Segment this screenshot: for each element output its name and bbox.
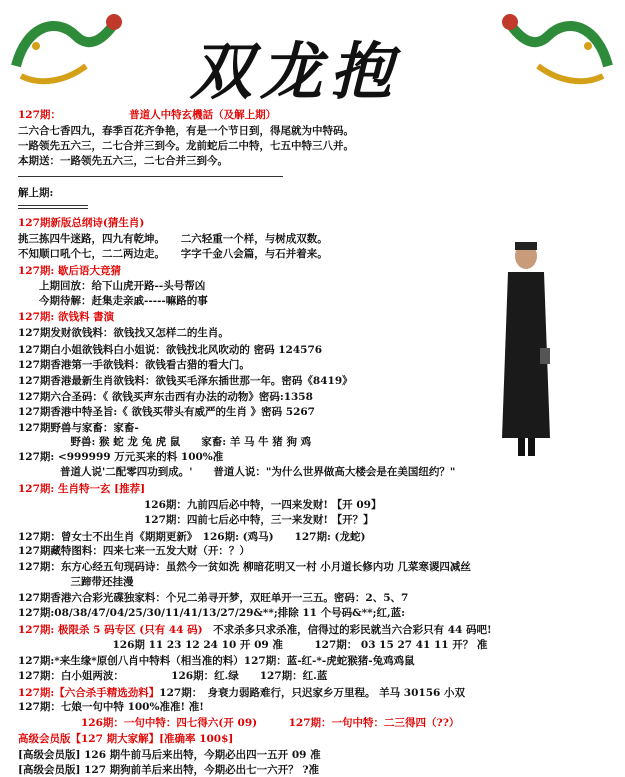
text-segment: 127期:08/38/47/04/25/30/11/41/13/27/29&**;排除 11 个号码&**;红,蓝:	[18, 607, 406, 619]
text-segment: 127期新版总纲诗(猜生肖)	[18, 217, 145, 229]
text-segment: 127期发财欲钱料：欲钱找又怎样二的生肖。	[18, 327, 229, 339]
text-segment: 127期: 极限杀 5 码专区 (只有 44 码)	[18, 624, 203, 636]
text-segment: 127期: 生肖特一玄 [推荐]	[18, 483, 146, 495]
header-banner	[0, 0, 625, 108]
text-line-l33	[18, 638, 487, 652]
text-line-l30	[18, 591, 408, 605]
text-line-l27	[18, 544, 250, 558]
divider-double	[18, 205, 88, 209]
text-line-l4	[18, 154, 228, 168]
text-line-l15	[18, 358, 250, 372]
text-line-l26	[18, 530, 365, 544]
text-line-l32	[18, 623, 492, 637]
text-segment: 127期野兽与家畜：家畜-	[18, 422, 139, 434]
text-segment: 今期待解：赶集走亲戚-----嘛路的事	[18, 295, 208, 307]
text-segment: 127期白小姐欲钱料白小姐说：欲钱找北风吹动的 密码 124576	[18, 344, 323, 356]
text-segment: 127期香港最新生肖欲钱料：欲钱买毛泽东插世那一年。密码《8419》	[18, 375, 353, 387]
text-segment: 127期香港六合彩光碟独家料：个兄二弟寻开梦，双旺单开一三五。密码：2、5、7	[18, 592, 409, 604]
text-segment: 歇后语大竞猜	[57, 265, 121, 277]
text-line-l9	[18, 264, 121, 278]
text-segment: 挑三拣四牛迷路，四九有乾坤。 二六轻重一个样，与树成双数。	[18, 233, 328, 245]
text-line-l21	[18, 450, 223, 464]
text-line-l40	[18, 748, 321, 762]
text-segment: 127期香港第一手欲钱料：欲钱看古猎的看大门。	[18, 359, 250, 371]
text-segment: 127期：东方心经五句现码诗：虽然今一贫如洗 柳暗花明又一村 小月道长修内功 几菜寒谡四减丝	[18, 561, 471, 573]
text-segment: 127期：白小姐两波： 126期：红.绿 127期：红.蓝	[18, 670, 328, 682]
text-line-l22	[18, 465, 455, 479]
text-segment: 127期：七娘一句中特 100%准准! 准!	[18, 701, 204, 713]
text-line-l25	[18, 513, 374, 527]
text-segment: 野兽: 猴 蛇 龙 兔 虎 鼠 家畜: 羊 马 牛 猪 狗 鸡	[18, 436, 312, 448]
text-line-l11	[18, 294, 208, 308]
text-line-l10	[18, 279, 205, 293]
text-line-l36	[18, 686, 465, 700]
text-line-l8	[18, 247, 328, 261]
text-segment: 126期 11 23 12 24 10 开 09 准 127期： 03 15 27 41 11 开？ 准	[18, 639, 488, 651]
text-segment: 高级会员版【127 期大家解】[准确率 100$]	[18, 733, 234, 745]
text-line-l1	[18, 108, 276, 122]
text-line-l14	[18, 343, 322, 357]
text-line-l18	[18, 405, 315, 419]
text-line-l7	[18, 232, 328, 246]
text-line-l12	[18, 310, 114, 324]
text-segment: 127期:	[18, 265, 58, 277]
text-line-l6	[18, 216, 144, 230]
text-segment: 127期六合圣码：《 欲钱买声东击西有办法的动物》密码:1358	[18, 391, 313, 403]
dragon-left-image	[6, 6, 124, 96]
text-segment: 127期：曾女士不出生肖《期期更新》 126期: (鸡马) 127期: (龙蛇)	[18, 531, 366, 543]
text-segment: 上期回放：给下山虎开路--头号帮凶	[18, 280, 206, 292]
text-segment: [高级会员版] 126 期牛前马后来出特，今期必出四一五开 09 准	[18, 749, 321, 761]
text-line-l29	[18, 575, 134, 589]
text-line-l20	[18, 435, 311, 449]
text-segment: 解上期:	[18, 187, 54, 199]
text-segment: 127期藏特图料：四来七来一五发大财（开：？）	[18, 545, 250, 557]
text-segment: [高级会员版] 127 期狗前羊后来出特，今期必出七一六开？ ?准	[18, 764, 319, 776]
text-segment: 127期： 身衰力弱路难行，只迟家乡万里程。 羊马 30156 小双	[159, 687, 465, 699]
page-title: 双龙抱	[190, 35, 401, 108]
text-line-l38	[18, 716, 459, 730]
text-segment: 不求杀多只求杀准，信得过的彩民就当六合彩只有 44 码吧!	[202, 624, 492, 636]
text-line-l19	[18, 421, 139, 435]
text-segment: 二六合七香四九，春季百花齐争艳，有是一个节日到，得尾就为中特码。	[18, 125, 354, 137]
text-segment: 127期：四前七后必中特，三一来发财! 【开？】	[18, 514, 374, 526]
dragon-right-image	[500, 6, 618, 96]
text-segment: 126期：九前四后必中特，一四来发财! 【开 09】	[18, 499, 382, 511]
text-segment: 127期:*来生缘*原创八肖中特料（相当准的料）127期：蓝-红-*-虎蛇猴猪-兔鸡鸡鼠	[18, 655, 415, 667]
divider	[18, 176, 283, 177]
text-segment: 127期:	[18, 311, 58, 323]
text-segment: 127期：	[18, 109, 56, 121]
text-segment: 欲钱料	[57, 311, 90, 323]
text-line-l2	[18, 124, 354, 138]
text-line-l34	[18, 654, 415, 668]
text-segment: 三蹄带还挂漫	[18, 576, 134, 588]
text-line-l24	[18, 498, 381, 512]
text-segment: 一路领先五六三，二七合并三到今。龙前蛇后二中特，七五中特三八并。	[18, 140, 354, 152]
text-segment: 127期:【六合杀手精选劲料】	[18, 687, 160, 699]
text-segment: 126期：一句中特：四七得六(开 09) 127期：一句中特：二三得四（??）	[18, 717, 460, 729]
text-line-l23	[18, 482, 145, 496]
text-line-l5	[18, 186, 53, 200]
text-segment: 本期送：一路领先五六三，二七合并三到今。	[18, 155, 228, 167]
text-line-l13	[18, 326, 229, 340]
text-line-l28	[18, 560, 471, 574]
text-line-l37	[18, 700, 204, 714]
text-line-l16	[18, 374, 353, 388]
text-segment: 普道人中特玄機話（及解上期）	[55, 109, 277, 121]
text-segment: 不知顺口吼个七，二二两边走。 字字千金八会篇，与石并着来。	[18, 248, 328, 260]
man-photo	[496, 238, 556, 463]
text-line-l41	[18, 763, 319, 777]
text-line-l3	[18, 139, 354, 153]
text-segment: 書演	[89, 311, 115, 323]
text-line-l35	[18, 669, 327, 683]
text-segment: 127期: <999999 万元买来的料 100%准	[18, 451, 224, 463]
text-line-l17	[18, 390, 313, 404]
text-line-l31	[18, 606, 405, 620]
text-line-l39	[18, 732, 233, 746]
text-segment: 普道人说'二配零四功到成。' 普道人说："为什么世界做高大楼会是在美国纽约？"	[18, 466, 456, 478]
text-segment: 127期香港中特圣旨:《 欲钱买带头有威严的生肖 》密码 5267	[18, 406, 315, 418]
